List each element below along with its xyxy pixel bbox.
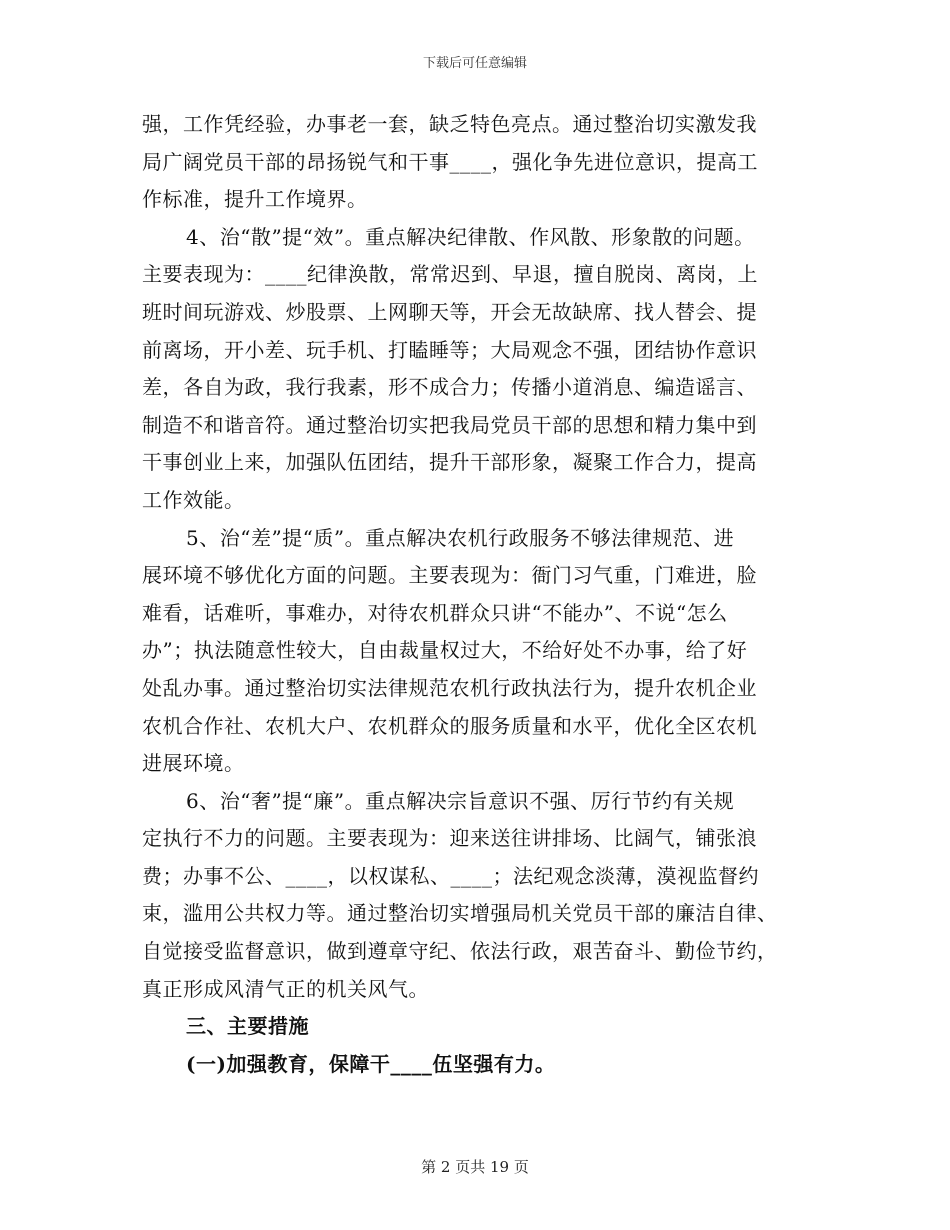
body-line: 差，各自为政，我行我素，形不成合力；传播小道消息、编造谣言、 <box>142 375 757 400</box>
body-line: 班时间玩游戏、炒股票、上网聊天等，开会无故缺席、找人替会、提 <box>142 299 757 324</box>
paragraph-heading-6: 6、治“奢”提“廉”。重点解决宗旨意识不强、厉行节约有关规 <box>186 788 735 813</box>
subsection-heading: (一)加强教育，保障干____伍坚强有力。 <box>186 1051 556 1076</box>
body-line: 强，工作凭经验，办事老一套，缺乏特色亮点。通过整治切实激发我 <box>142 112 757 136</box>
body-line: 工作效能。 <box>142 487 245 512</box>
body-line: 局广阔党员干部的昂扬锐气和干事____，强化争先进位意识，提高工 <box>142 149 758 174</box>
body-line: 主要表现为：____纪律涣散，常常迟到、早退，擅自脱岗、离岗，上 <box>142 262 758 287</box>
body-line: 进展环境。 <box>142 751 245 776</box>
body-line: 难看，话难听，事难办，对待农机群众只讲“不能办”、不说“怎么 <box>142 600 728 625</box>
page-header: 下载后可任意编辑 <box>422 56 527 71</box>
body-line: 展环境不够优化方面的问题。主要表现为：衙门习气重，门难进，脸 <box>142 563 757 588</box>
body-line: 办”；执法随意性较大，自由裁量权过大，不给好处不办事，给了好 <box>142 638 748 663</box>
body-line: 农机合作社、农机大户、农机群众的服务质量和水平，优化全区农机 <box>142 713 757 738</box>
body-line: 真正形成风清气正的机关风气。 <box>142 976 429 1001</box>
document-body <box>142 106 822 1083</box>
body-line: 定执行不力的问题。主要表现为：迎来送往讲排场、比阔气，铺张浪 <box>142 826 757 851</box>
body-line: 作标准，提升工作境界。 <box>142 187 368 212</box>
section-heading: 三、主要措施 <box>186 1014 309 1039</box>
paragraph-heading-5: 5、治“差”提“质”。重点解决农机行政服务不够法律规范、进 <box>186 525 735 550</box>
body-line: 处乱办事。通过整治切实法律规范农机行政执法行为，提升农机企业 <box>142 675 757 700</box>
body-line: 前离场，开小差、玩手机、打瞌睡等；大局观念不强，团结协作意识 <box>142 337 757 362</box>
paragraph-heading-4: 4、治“散”提“效”。重点解决纪律散、作风散、形象散的问题。 <box>186 224 755 249</box>
body-line: 制造不和谐音符。通过整治切实把我局党员干部的思想和精力集中到 <box>142 412 757 437</box>
body-line: 费；办事不公、____，以权谋私、____；法纪观念淡薄，漠视监督约 <box>142 863 759 888</box>
page-number: 第 2 页共 19 页 <box>421 1158 529 1176</box>
body-line: 干事创业上来，加强队伍团结，提升干部形象，凝聚工作合力，提高 <box>142 450 757 475</box>
body-line: 束，滥用公共权力等。通过整治切实增强局机关党员干部的廉洁自律、 <box>142 901 778 926</box>
body-line: 自觉接受监督意识，做到遵章守纪、依法行政，艰苦奋斗、勤俭节约， <box>142 939 778 964</box>
